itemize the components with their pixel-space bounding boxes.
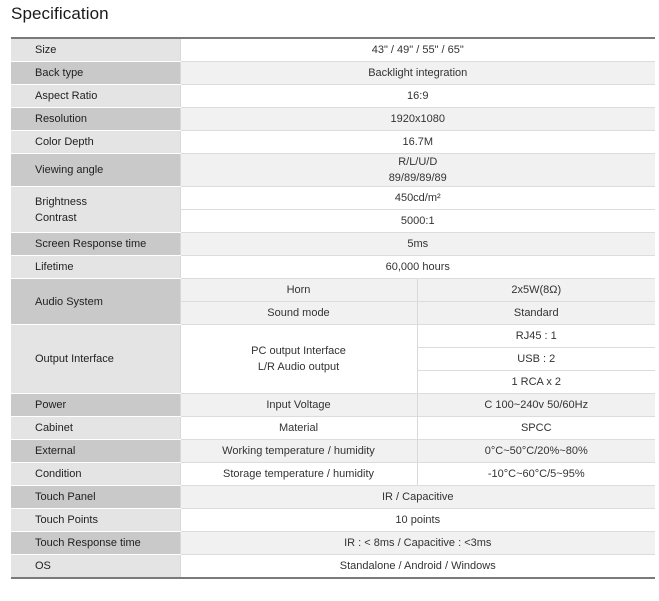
spec-value-back-type: Backlight integration bbox=[180, 62, 655, 85]
spec-label-condition: Condition bbox=[11, 463, 180, 486]
output-port-rj45: RJ45 : 1 bbox=[417, 325, 655, 348]
spec-label-os: OS bbox=[11, 555, 180, 579]
cabinet-value: SPCC bbox=[417, 417, 655, 440]
spec-value-brightness: 450cd/m² bbox=[180, 187, 655, 210]
spec-value-touch-response-time: IR : < 8ms / Capacitive : <3ms bbox=[180, 532, 655, 555]
table-row bbox=[11, 38, 655, 62]
table-row bbox=[11, 279, 655, 302]
table-row bbox=[11, 85, 655, 108]
spec-label-touch-response-time: Touch Response time bbox=[11, 532, 180, 555]
table-row bbox=[11, 256, 655, 279]
spec-label-screen-response-time: Screen Response time bbox=[11, 233, 180, 256]
output-interface-line2: L/R Audio output bbox=[257, 361, 340, 373]
spec-label-audio-system: Audio System bbox=[11, 279, 180, 325]
output-interface-description bbox=[180, 325, 417, 394]
audio-horn-label: Horn bbox=[180, 279, 417, 302]
spec-label-color-depth: Color Depth bbox=[11, 131, 180, 154]
spec-value-screen-response-time: 5ms bbox=[180, 233, 655, 256]
spec-label-touch-points: Touch Points bbox=[11, 509, 180, 532]
table-row bbox=[11, 509, 655, 532]
table-row bbox=[11, 154, 655, 187]
spec-label-power: Power bbox=[11, 394, 180, 417]
spec-label-brightness: Brightness bbox=[35, 195, 87, 208]
power-name: Input Voltage bbox=[180, 394, 417, 417]
spec-value-size: 43" / 49" / 55" / 65" bbox=[180, 38, 655, 62]
audio-sound-mode-value: Standard bbox=[417, 302, 655, 325]
condition-value: -10°C~60°C/5~95% bbox=[417, 463, 655, 486]
spec-value-aspect-ratio: 16:9 bbox=[180, 85, 655, 108]
table-row bbox=[11, 440, 655, 463]
external-value: 0°C~50°C/20%~80% bbox=[417, 440, 655, 463]
spec-label-contrast: Contrast bbox=[35, 211, 77, 224]
table-row bbox=[11, 108, 655, 131]
spec-value-resolution: 1920x1080 bbox=[180, 108, 655, 131]
table-row bbox=[11, 417, 655, 440]
spec-label-cabinet: Cabinet bbox=[11, 417, 180, 440]
power-value: C 100~240v 50/60Hz bbox=[417, 394, 655, 417]
spec-value-contrast: 5000:1 bbox=[180, 210, 655, 233]
viewing-angle-line2: 89/89/89/89 bbox=[388, 172, 447, 184]
table-row bbox=[11, 463, 655, 486]
table-row bbox=[11, 325, 655, 348]
audio-horn-value: 2x5W(8Ω) bbox=[417, 279, 655, 302]
table-row bbox=[11, 555, 655, 579]
table-row bbox=[11, 233, 655, 256]
specification-table bbox=[11, 37, 655, 579]
viewing-angle-line1: R/L/U/D bbox=[398, 156, 438, 168]
spec-label-lifetime: Lifetime bbox=[11, 256, 180, 279]
condition-name: Storage temperature / humidity bbox=[180, 463, 417, 486]
spec-value-os: Standalone / Android / Windows bbox=[180, 555, 655, 579]
output-port-rca: 1 RCA x 2 bbox=[417, 371, 655, 394]
table-row bbox=[11, 131, 655, 154]
page-title: Specification bbox=[11, 4, 109, 23]
spec-value-touch-panel: IR / Capacitive bbox=[180, 486, 655, 509]
spec-value-color-depth: 16.7M bbox=[180, 131, 655, 154]
audio-sound-mode-label: Sound mode bbox=[180, 302, 417, 325]
spec-label-back-type: Back type bbox=[11, 62, 180, 85]
output-port-usb: USB : 2 bbox=[417, 348, 655, 371]
table-row bbox=[11, 486, 655, 509]
spec-label-resolution: Resolution bbox=[11, 108, 180, 131]
spec-value-lifetime: 60,000 hours bbox=[180, 256, 655, 279]
spec-label-viewing-angle: Viewing angle bbox=[11, 154, 180, 187]
spec-label-external: External bbox=[11, 440, 180, 463]
spec-label-aspect-ratio: Aspect Ratio bbox=[11, 85, 180, 108]
spec-value-touch-points: 10 points bbox=[180, 509, 655, 532]
table-row bbox=[11, 62, 655, 85]
table-row bbox=[11, 394, 655, 417]
spec-label-brightness-contrast bbox=[11, 187, 180, 233]
spec-label-size: Size bbox=[11, 38, 180, 62]
spec-value-viewing-angle bbox=[180, 154, 655, 187]
output-interface-line1: PC output Interface bbox=[251, 345, 346, 357]
table-row bbox=[11, 532, 655, 555]
spec-label-touch-panel: Touch Panel bbox=[11, 486, 180, 509]
table-row bbox=[11, 187, 655, 210]
external-name: Working temperature / humidity bbox=[180, 440, 417, 463]
spec-label-output-interface: Output Interface bbox=[11, 325, 180, 394]
cabinet-name: Material bbox=[180, 417, 417, 440]
